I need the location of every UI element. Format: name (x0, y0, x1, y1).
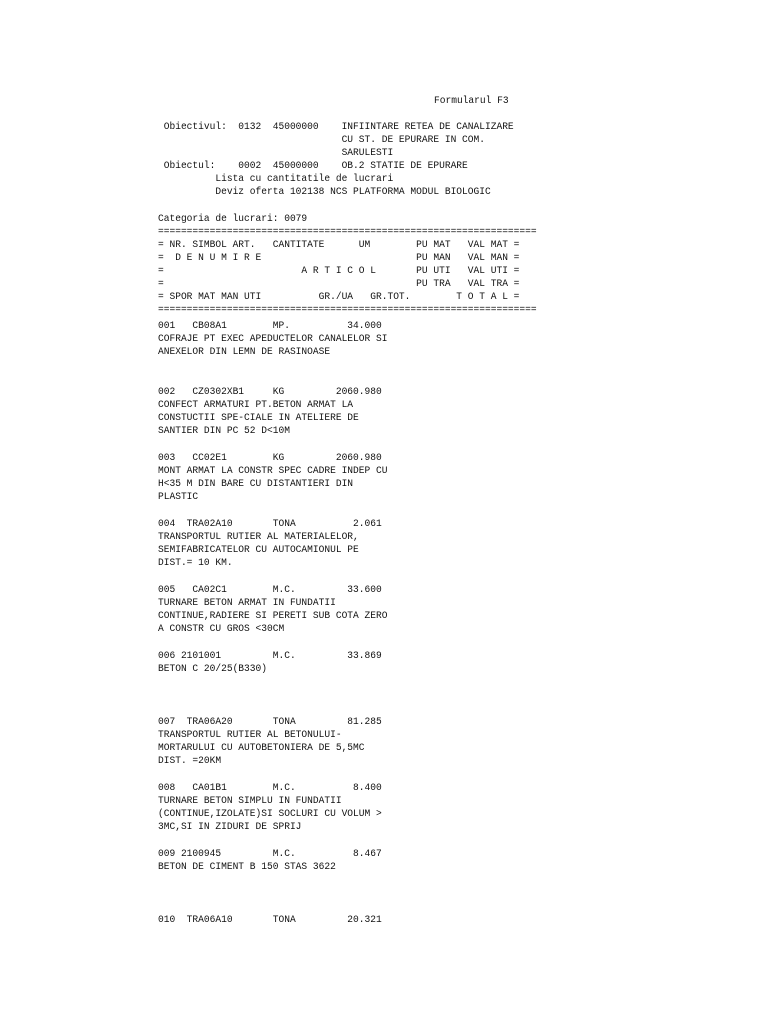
entry-description: COFRAJE PT EXEC APEDUCTELOR CANALELOR SI (158, 333, 388, 345)
table-header-row: = SPOR MAT MAN UTI GR./UA GR.TOT. T O T A L = (158, 291, 520, 303)
table-header-row: = A R T I C O L PU UTI VAL UTI = (158, 265, 520, 277)
entry-description: CONTINUE,RADIERE SI PERETI SUB COTA ZERO (158, 610, 388, 622)
entry-description: BETON C 20/25(B330) (158, 663, 268, 675)
entry-description: SANTIER DIN PC 52 D<10M (158, 425, 290, 437)
table-header-rule: ================================================================== (158, 304, 537, 316)
entry-line: 001 CB08A1 MP. 34.000 (158, 320, 382, 332)
entry-description: 3MC,SI IN ZIDURI DE SPRIJ (158, 821, 302, 833)
entry-description: MORTARULUI CU AUTOBETONIERA DE 5,5MC (158, 742, 365, 754)
entry-line: 003 CC02E1 KG 2060.980 (158, 452, 382, 464)
entry-description: TURNARE BETON ARMAT IN FUNDATII (158, 597, 336, 609)
header-objective-cont: SARULESTI (158, 147, 394, 159)
entry-description: ANEXELOR DIN LEMN DE RASINOASE (158, 346, 331, 358)
header-estimate: Deviz oferta 102138 NCS PLATFORMA MODUL BIOLOGIC (158, 186, 491, 198)
header-objective-cont: CU ST. DE EPURARE IN COM. (158, 134, 485, 146)
entry-description: DIST.= 10 KM. (158, 557, 233, 569)
entry-line: 010 TRA06A10 TONA 20.321 (158, 914, 382, 926)
entry-line: 004 TRA02A10 TONA 2.061 (158, 518, 382, 530)
entry-description: DIST. =20KM (158, 755, 222, 767)
entry-description: TRANSPORTUL RUTIER AL MATERIALELOR, (158, 531, 359, 543)
header-object: Obiectul: 0002 45000000 OB.2 STATIE DE EPURARE (158, 160, 468, 172)
table-header-rule: ================================================================== (158, 226, 537, 238)
entry-line: 006 2101001 M.C. 33.869 (158, 650, 382, 662)
entry-description: BETON DE CIMENT B 150 STAS 3622 (158, 861, 336, 873)
entry-line: 002 CZ0302XB1 KG 2060.980 (158, 386, 382, 398)
entry-description: A CONSTR CU GROS <30CM (158, 623, 285, 635)
table-header-row: = PU TRA VAL TRA = (158, 278, 520, 290)
entry-line: 007 TRA06A20 TONA 81.285 (158, 716, 382, 728)
entry-description: TRANSPORTUL RUTIER AL BETONULUI- (158, 729, 342, 741)
entry-description: TURNARE BETON SIMPLU IN FUNDATII (158, 795, 342, 807)
entry-line: 005 CA02C1 M.C. 33.600 (158, 584, 382, 596)
entry-description: (CONTINUE,IZOLATE)SI SOCLURI CU VOLUM > (158, 808, 382, 820)
header-list-title: Lista cu cantitatile de lucrari (158, 173, 394, 185)
entry-description: PLASTIC (158, 491, 199, 503)
entry-line: 009 2100945 M.C. 8.467 (158, 848, 382, 860)
entry-line: 008 CA01B1 M.C. 8.400 (158, 782, 382, 794)
table-header-row: = NR. SIMBOL ART. CANTITATE UM PU MAT VAL MAT = (158, 239, 520, 251)
form-label: Formularul F3 (434, 95, 509, 107)
entry-description: CONSTUCTII SPE-CIALE IN ATELIERE DE (158, 412, 359, 424)
entry-description: MONT ARMAT LA CONSTR SPEC CADRE INDEP CU (158, 465, 388, 477)
header-objective: Obiectivul: 0132 45000000 INFIINTARE RETEA DE CANALIZARE (158, 121, 514, 133)
entry-description: H<35 M DIN BARE CU DISTANTIERI DIN (158, 478, 354, 490)
entry-description: SEMIFABRICATELOR CU AUTOCAMIONUL PE (158, 544, 359, 556)
work-category: Categoria de lucrari: 0079 (158, 213, 308, 225)
entry-description: CONFECT ARMATURI PT.BETON ARMAT LA (158, 399, 354, 411)
table-header-row: = D E N U M I R E PU MAN VAL MAN = (158, 252, 520, 264)
